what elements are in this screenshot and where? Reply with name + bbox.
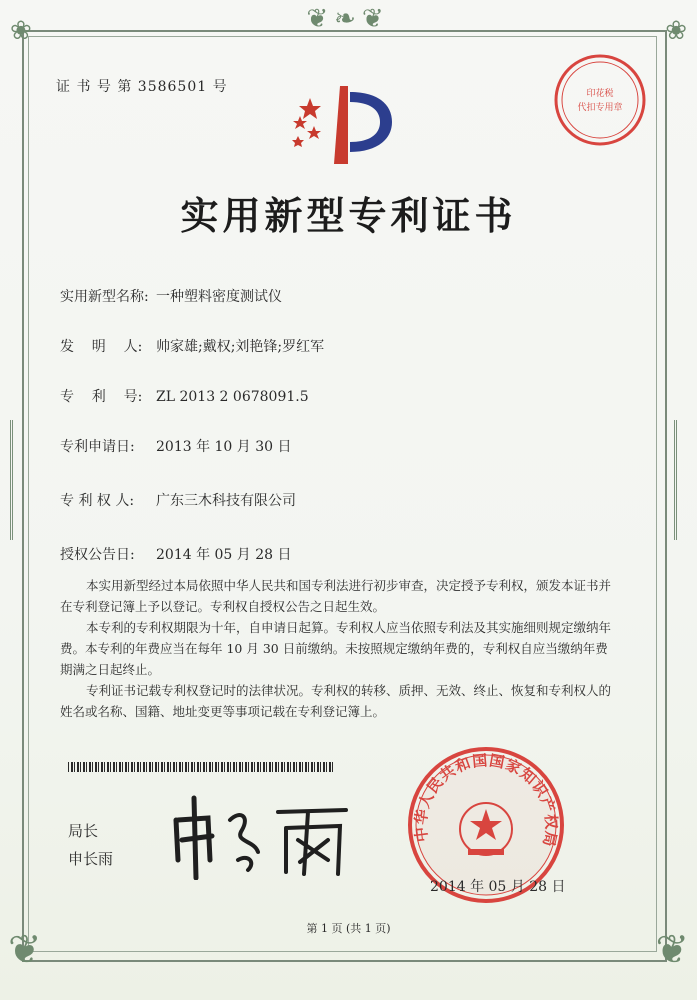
- field-value: 2014 年 05 月 28 日: [156, 547, 292, 563]
- field-label: 专利申请日:: [60, 439, 135, 455]
- body-paragraph: 本专利的专利权期限为十年，自申请日起算。专利权人应当依照专利法及其实施细则规定缴纳年费。本专利的年费应当在每年 10 月 30 日前缴纳。未按照规定缴纳年费的，专利权自应当缴纳年费期满之日起终止。: [60, 620, 612, 677]
- field-application-date: [60, 436, 292, 456]
- side-ornament: [674, 420, 693, 540]
- field-inventors: [60, 336, 324, 356]
- official-title: 局长: [68, 822, 99, 840]
- field-value: ZL 2013 2 0678091.5: [156, 389, 309, 405]
- field-grant-date: [60, 544, 292, 564]
- stamp-duty-seal: [552, 52, 648, 148]
- body-paragraph: 专利证书记载专利权登记时的法律状况。专利权的转移、质押、无效、终止、恢复和专利权人的姓名或名称、国籍、地址变更等事项记载在专利登记簿上。: [60, 683, 612, 719]
- official-name: 申长雨: [68, 850, 114, 868]
- field-label: 授权公告日:: [60, 547, 135, 563]
- svg-text:代扣专用章: 代扣专用章: [577, 103, 623, 113]
- field-patent-number: [60, 386, 309, 406]
- field-value: 2013 年 10 月 30 日: [156, 439, 292, 455]
- barcode: [68, 762, 334, 772]
- certificate-body: [60, 575, 620, 722]
- side-ornament: [10, 420, 29, 540]
- field-label: 专 利 号:: [60, 389, 143, 405]
- corner-ornament-icon: ❀: [10, 16, 32, 46]
- field-value: 一种塑料密度测试仪: [156, 289, 282, 305]
- top-ornament-icon: ❦❧❦: [306, 4, 390, 34]
- field-value: 帅家雄;戴权;刘艳锋;罗红军: [156, 339, 325, 355]
- corner-ornament-icon: ❦: [8, 927, 42, 973]
- field-patentee: [60, 490, 296, 510]
- certificate-number: 证 书 号 第 3586501 号: [56, 79, 228, 95]
- certificate-title: 实用新型专利证书: [180, 193, 517, 238]
- field-label: 专 利 权 人:: [60, 493, 135, 509]
- field-utility-model-name: [60, 286, 282, 306]
- field-value: 广东三木科技有限公司: [156, 493, 296, 509]
- sipo-logo-icon: [288, 82, 398, 170]
- corner-ornament-icon: ❀: [665, 16, 687, 46]
- corner-ornament-icon: ❦: [655, 927, 689, 973]
- field-label: 实用新型名称:: [60, 289, 149, 305]
- seal-date: 2014 年 05 月 28 日: [430, 879, 566, 895]
- body-paragraph: 本实用新型经过本局依照中华人民共和国专利法进行初步审查，决定授予专利权，颁发本证书并在专利登记簿上予以登记。专利权自授权公告之日起生效。: [60, 578, 612, 614]
- field-label: 发 明 人:: [60, 339, 143, 355]
- handwritten-signature: [168, 790, 358, 880]
- seal-text: 中华人民共和国国家知识产权局: [411, 751, 561, 850]
- page-number: 第 1 页 (共 1 页): [306, 922, 391, 935]
- svg-text:印花税: 印花税: [586, 89, 614, 99]
